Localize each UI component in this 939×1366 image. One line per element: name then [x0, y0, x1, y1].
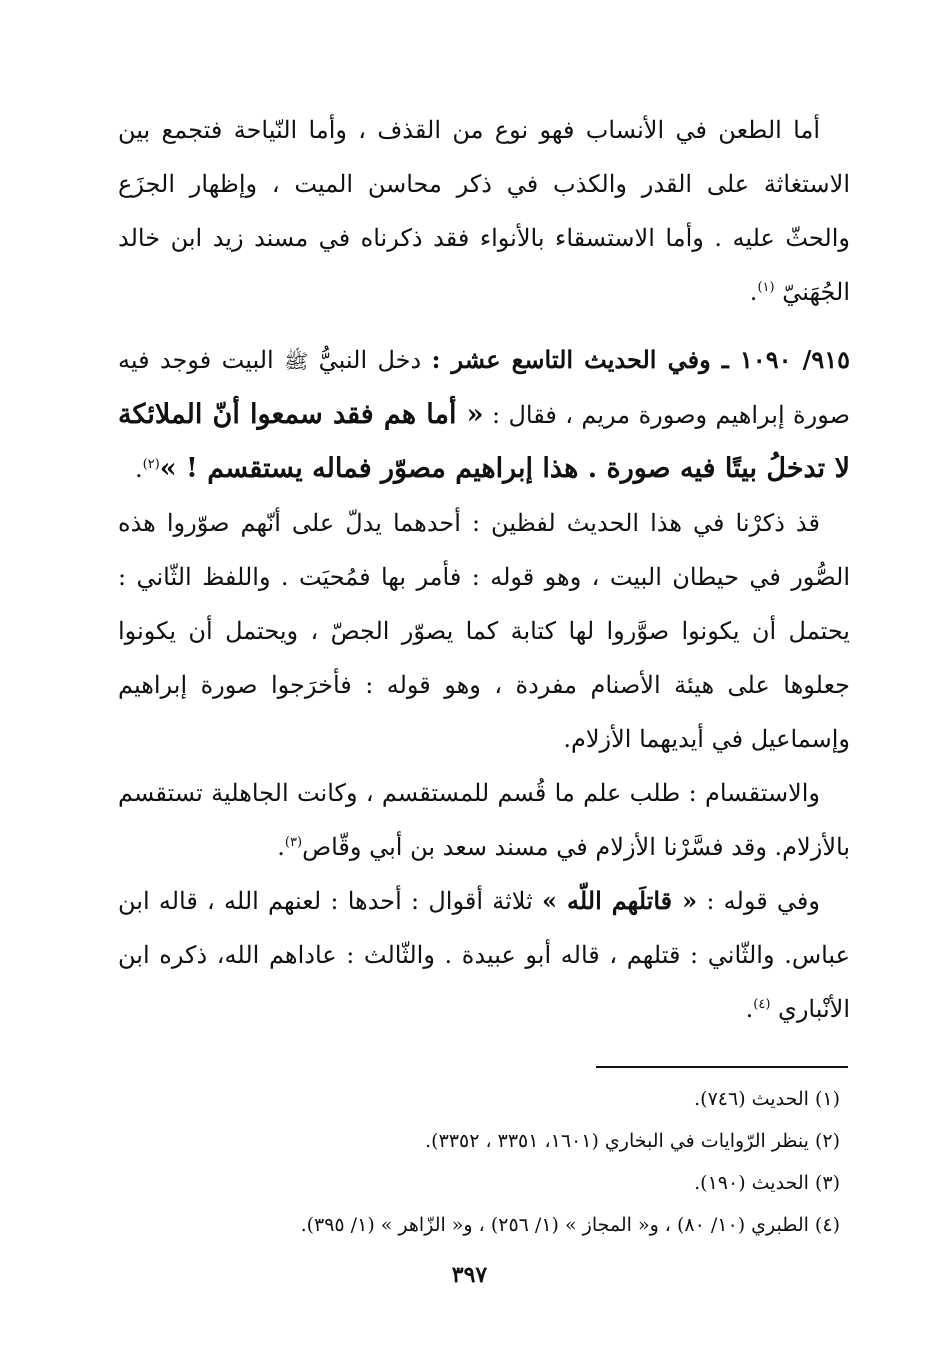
paragraph-4 [118, 874, 850, 1036]
footnote-3: (٣) الحديث (١٩٠). [694, 1172, 840, 1194]
hadith-end: . [134, 455, 143, 483]
hadith-text-2: البيت فوجد فيه صورة إبراهيم وصورة مريم ، فقال : [118, 346, 850, 429]
page-number: ٣٩٧ [451, 1262, 488, 1288]
footnote-ref-3: (٣) [284, 835, 303, 850]
hadith-number: ٩١٥/ ١٠٩٠ ـ وفي الحديث التاسع عشر : [431, 345, 851, 374]
paragraph-4-start: وفي قوله : [706, 887, 820, 915]
paragraph-1-text: أما الطعن في الأنساب فهو نوع من القذف ، وأما النّياحة فتجمع بين الاستغاثة على القدر والكذب في ذكر محاسن الميت ، وإظهار الجزَع والحثّ عليه . وأما الاستسقاء بالأنواء فقد ذكرناه في مسند زيد ابن خالد الجُهَنيّ [118, 116, 850, 306]
paragraph-4-end: . [745, 995, 754, 1023]
hadith-paragraph [118, 333, 850, 496]
paragraph-2: قذ ذكرْنا في هذا الحديث لفظين : أحدهما يدلّ على أنّهم صوّروا هذه الصُّور في حيطان البيت ، وهو قوله : فأمر بها فمُحيَت . واللفظ الثّاني : يحتمل أن يكونوا صوَّروا لها كتابة كما يصوّر الجصّ ، ويحتمل أن يكونوا جعلوها على هيئة الأصنام مفردة ، وهو قوله : فأخرَجوا صورة إبراهيم وإسماعيل في أيديهما الأزلام. [118, 509, 850, 753]
salutation-ligature: ﷺ [284, 349, 309, 373]
paragraph-3-text: والاستقسام : طلب علم ما قُسم للمستقسم ، وكانت الجاهلية تستقسم بالأزلام. وقد فسَّرْنا الأزلام في مسند سعد بن أبي وقّاص [118, 779, 850, 861]
hadith-quote: « أما هم فقد سمعوا أنّ الملائكة لا تدخلُ بيتًا فيه صورة . هذا إبراهيم مصوّر فماله يستقسم ! » [118, 399, 850, 484]
footnote-1: (١) الحديث (٧٤٦). [694, 1088, 840, 1110]
paragraph-4-quote: « قاتلَهم اللّه » [542, 886, 698, 915]
footnote-ref-2: (٢) [142, 457, 160, 472]
footnote-divider [596, 1066, 848, 1068]
footnotes [150, 1078, 840, 1246]
footnote-4: (٤) الطبري (١٠/ ٨٠) ، و« المجاز » (١/ ٢٥٦) ، و« الزّاهر » (١/ ٣٩٥). [300, 1214, 840, 1236]
paragraph-3 [118, 766, 850, 874]
footnote-2: (٢) ينظر الرّوايات في البخاري (١٦٠١، ٣٣٥١ ، ٣٣٥٢). [425, 1130, 840, 1152]
footnote-ref-4: (٤) [753, 997, 771, 1012]
hadith-text-1: دخل النبيُّ [318, 346, 422, 374]
paragraph-4-rest: ثلاثة أقوال : أحدها : لعنهم الله ، قاله ابن عباس. والثّاني : قتلهم ، قاله أبو عبيدة . والثّالث : عاداهم الله، ذكره ابن الأنْباري [118, 887, 850, 1023]
main-text [118, 103, 850, 1036]
paragraph-1 [118, 103, 850, 319]
footnote-ref-1: (١) [757, 280, 775, 295]
paragraph-3-end: . [277, 833, 285, 861]
paragraph-1-end: . [749, 278, 758, 306]
